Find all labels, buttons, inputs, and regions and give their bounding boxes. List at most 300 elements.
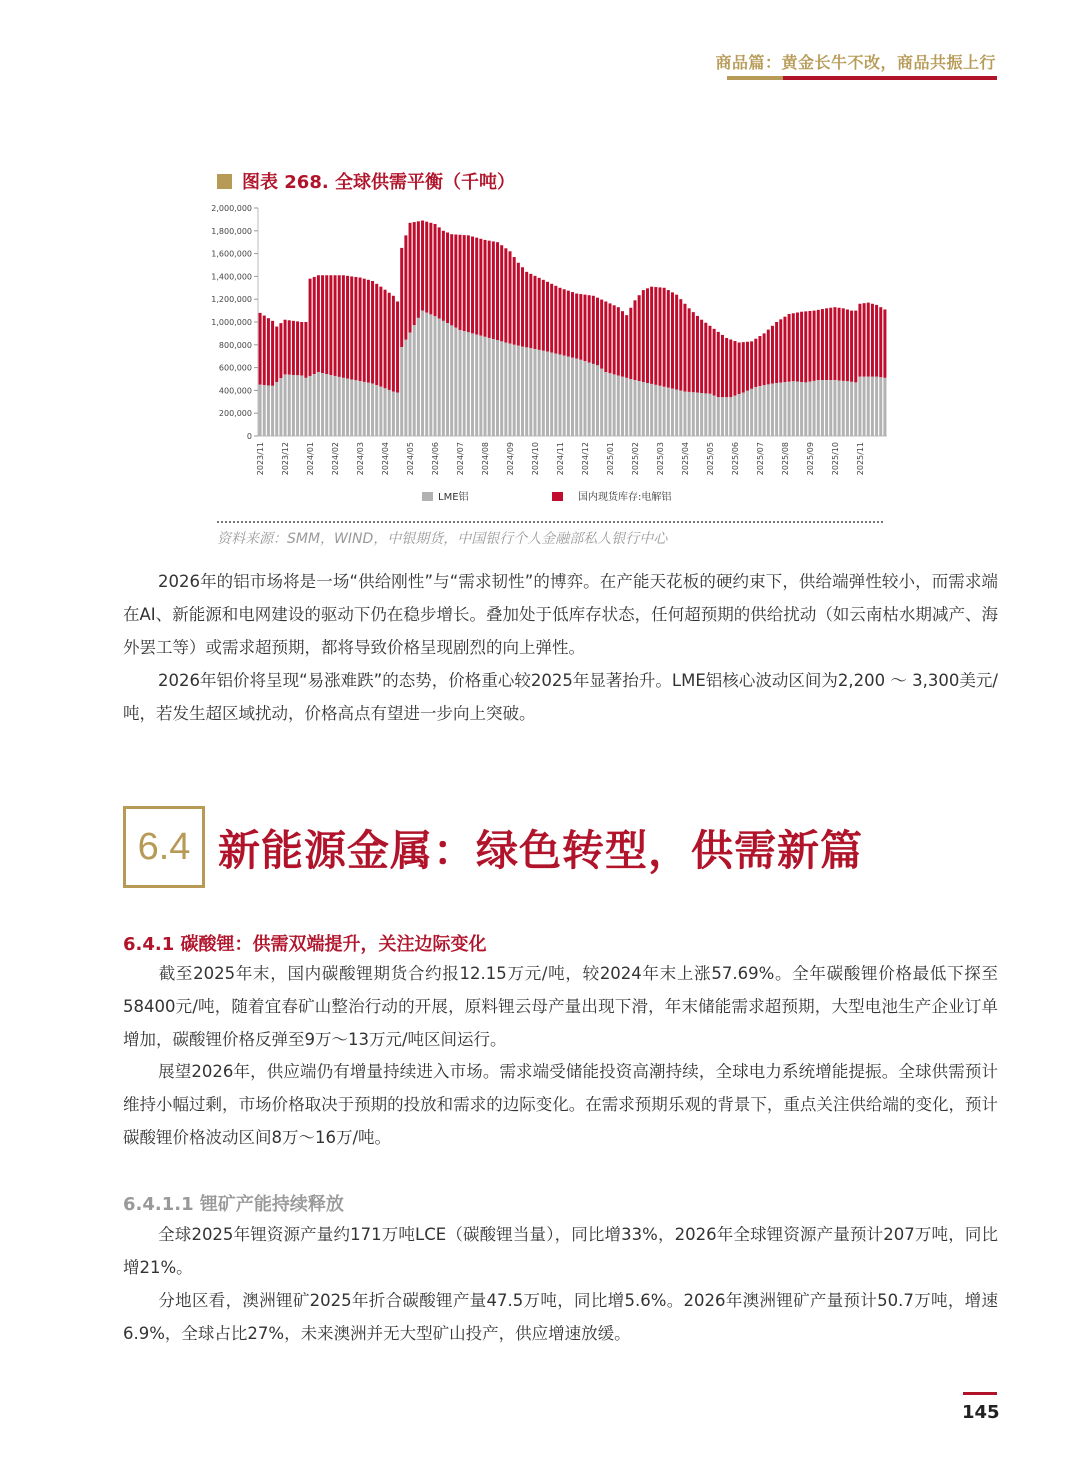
bar-domestic	[600, 300, 603, 369]
bar-domestic	[459, 235, 462, 330]
bar-domestic	[813, 311, 816, 381]
bar-domestic	[392, 296, 395, 392]
y-tick-label: 1,200,000	[211, 295, 252, 305]
bar-lme	[629, 379, 632, 436]
bar-lme	[796, 382, 799, 436]
bar-lme	[317, 372, 320, 436]
bar-lme	[384, 388, 387, 436]
bar-lme	[388, 390, 391, 436]
bar-domestic	[808, 311, 811, 382]
bar-lme	[475, 335, 478, 436]
supply-demand-chart	[200, 196, 900, 516]
bar-lme	[642, 382, 645, 436]
bar-lme	[563, 356, 566, 436]
bar-lme	[488, 338, 491, 436]
bar-domestic	[321, 275, 324, 373]
y-tick-label: 0	[246, 432, 252, 441]
bar-domestic	[613, 305, 616, 374]
bar-domestic	[692, 312, 695, 392]
bar-lme	[542, 351, 545, 436]
bar-domestic	[625, 315, 628, 378]
bar-domestic	[371, 281, 374, 384]
bar-lme	[534, 349, 537, 436]
bar-lme	[604, 372, 607, 436]
x-tick-label: 2025/05	[705, 442, 715, 476]
bar-lme	[825, 380, 828, 436]
bar-domestic	[800, 312, 803, 382]
bar-domestic	[421, 221, 424, 311]
bar-lme	[750, 389, 753, 436]
bar-lme	[588, 363, 591, 436]
bar-domestic	[521, 267, 524, 346]
x-tick-label: 2025/11	[855, 442, 865, 476]
bar-domestic	[471, 237, 474, 334]
bar-lme	[450, 325, 453, 436]
bar-domestic	[500, 245, 503, 341]
bar-lme	[675, 390, 678, 436]
bar-lme	[321, 373, 324, 436]
bar-domestic	[642, 290, 645, 382]
bar-lme	[625, 378, 628, 436]
header-rule-gold	[727, 76, 783, 80]
bar-domestic	[342, 275, 345, 378]
paragraph-text: 截至2025年末，国内碳酸锂期货合约报12.15万元/吨，较2024年末上涨57.69%。全年碳酸锂价格最低下探至58400元/吨，随着宜春矿山整治行动的开展，原料锂云母产量出现下滑，年末储能需求超预期，大型电池生产企业订单增加，碳酸锂价格反弹至9万～13万元/吨区间运行。	[123, 964, 998, 1049]
bar-lme	[467, 332, 470, 436]
bar-domestic	[417, 221, 420, 318]
bar-domestic	[867, 303, 870, 377]
bar-domestic	[742, 342, 745, 393]
bar-domestic	[596, 298, 599, 366]
bar-domestic	[400, 248, 403, 347]
page-number-rule	[963, 1392, 997, 1395]
bar-lme	[696, 393, 699, 436]
figure-title-text: 图表 268. 全球供需平衡（千吨）	[242, 172, 515, 193]
bar-lme	[875, 377, 878, 436]
paragraph-mid-1	[123, 957, 998, 1056]
bar-lme	[292, 375, 295, 436]
bar-domestic	[579, 294, 582, 360]
bar-lme	[833, 380, 836, 436]
bar-domestic	[413, 222, 416, 325]
legend-swatch-lme	[422, 492, 433, 501]
bar-domestic	[646, 288, 649, 383]
bar-domestic	[746, 342, 749, 391]
section-title: 新能源金属：绿色转型，供需新篇	[218, 826, 864, 875]
page-number: 145	[962, 1402, 1000, 1423]
bar-lme	[338, 377, 341, 436]
bar-lme	[800, 382, 803, 436]
bar-lme	[513, 345, 516, 436]
x-tick-label: 2025/07	[755, 442, 765, 476]
bar-lme	[275, 382, 278, 436]
bar-domestic	[404, 235, 407, 339]
bar-lme	[713, 396, 716, 436]
bar-domestic	[717, 332, 720, 397]
bar-domestic	[750, 341, 753, 389]
bar-domestic	[542, 280, 545, 351]
bar-domestic	[496, 242, 499, 340]
bar-lme	[788, 382, 791, 436]
bar-domestic	[288, 320, 291, 374]
bar-domestic	[842, 308, 845, 381]
bar-domestic	[883, 309, 886, 377]
bar-domestic	[554, 286, 557, 354]
bar-lme	[296, 375, 299, 436]
x-tick-label: 2024/08	[481, 442, 491, 476]
x-tick-label: 2024/05	[406, 442, 416, 476]
x-tick-label: 2025/02	[630, 442, 640, 476]
x-tick-label: 2025/10	[830, 442, 840, 476]
bar-domestic	[733, 341, 736, 396]
bar-lme	[350, 379, 353, 436]
paragraph-text: 2026年的铝市场将是一场“供给刚性”与“需求韧性”的博弈。在产能天花板的硬约束下，供给端弹性较小，而需求端在AI、新能源和电网建设的驱动下仍在稳步增长。叠加处于低库存状态，任何超预期的供给扰动（如云南枯水期减产、海外罢工等）或需求超预期，都将导致价格呈现剧烈的向上弹性。	[123, 572, 998, 657]
bar-lme	[325, 374, 328, 436]
bar-lme	[334, 376, 337, 436]
bar-domestic	[454, 235, 457, 328]
bar-lme	[354, 380, 357, 436]
paragraph-text: 分地区看，澳洲锂矿2025年折合碳酸锂产量47.5万吨，同比增5.6%。2026年澳洲锂矿产量预计50.7万吨，增速6.9%，全球占比27%，未来澳洲并无大型矿山投产，供应增速放缓。	[123, 1291, 998, 1343]
bar-lme	[654, 385, 657, 436]
bar-domestic	[259, 313, 262, 385]
bar-domestic	[708, 326, 711, 394]
bar-domestic	[434, 224, 437, 316]
bar-domestic	[575, 294, 578, 359]
bar-domestic	[621, 311, 624, 377]
bar-lme	[758, 386, 761, 436]
bar-domestic	[279, 323, 282, 378]
bar-domestic	[783, 317, 786, 383]
bar-domestic	[275, 327, 278, 382]
bar-lme	[850, 382, 853, 436]
bar-domestic	[771, 326, 774, 384]
bar-lme	[738, 394, 741, 436]
bar-lme	[583, 361, 586, 436]
bar-lme	[863, 377, 866, 436]
y-tick-label: 400,000	[218, 386, 252, 396]
bar-lme	[284, 374, 287, 436]
bar-domestic	[467, 235, 470, 332]
bar-domestic	[359, 278, 362, 382]
bar-lme	[704, 393, 707, 436]
x-tick-label: 2025/08	[780, 442, 790, 476]
bar-lme	[883, 378, 886, 436]
bar-lme	[500, 341, 503, 436]
bar-domestic	[688, 308, 691, 392]
bar-domestic	[696, 316, 699, 393]
bar-lme	[808, 382, 811, 436]
bar-lme	[346, 379, 349, 436]
bar-domestic	[525, 272, 528, 348]
bar-lme	[271, 386, 274, 436]
bar-domestic	[488, 241, 491, 338]
bar-lme	[633, 380, 636, 436]
bar-lme	[813, 381, 816, 436]
bar-domestic	[654, 287, 657, 385]
bar-lme	[683, 392, 686, 436]
bar-domestic	[334, 275, 337, 376]
bar-domestic	[838, 308, 841, 381]
x-tick-label: 2025/01	[605, 442, 615, 476]
bar-lme	[763, 385, 766, 436]
bar-domestic	[758, 336, 761, 386]
bar-lme	[725, 397, 728, 436]
bar-lme	[279, 378, 282, 436]
header-rule-red	[783, 76, 997, 80]
y-tick-label: 200,000	[218, 409, 252, 419]
bar-domestic	[875, 305, 878, 377]
x-tick-label: 2024/03	[356, 442, 366, 476]
legend-label-domestic: 国内现货库存:电解铝	[578, 492, 672, 503]
bar-lme	[429, 314, 432, 436]
bar-domestic	[309, 279, 312, 376]
bar-lme	[821, 380, 824, 436]
bar-lme	[559, 355, 562, 436]
section-number-box	[123, 806, 205, 888]
bar-domestic	[534, 276, 537, 349]
bar-domestic	[509, 251, 512, 343]
bar-domestic	[767, 330, 770, 385]
bar-lme	[400, 347, 403, 436]
bar-domestic	[475, 238, 478, 335]
bar-lme	[479, 336, 482, 436]
bar-lme	[529, 348, 532, 436]
bar-domestic	[629, 308, 632, 379]
bar-lme	[783, 382, 786, 436]
bar-domestic	[667, 290, 670, 388]
bar-domestic	[754, 339, 757, 387]
bar-lme	[617, 376, 620, 436]
bar-domestic	[608, 303, 611, 373]
bar-lme	[459, 330, 462, 436]
paragraph-top-1	[123, 565, 998, 664]
bar-domestic	[821, 309, 824, 380]
bar-lme	[309, 376, 312, 436]
bar-lme	[746, 391, 749, 436]
bar-domestic	[700, 320, 703, 393]
bar-domestic	[559, 288, 562, 355]
x-tick-label: 2024/02	[331, 442, 341, 476]
source-divider	[217, 521, 883, 523]
bar-lme	[442, 321, 445, 436]
bar-lme	[592, 364, 595, 436]
bar-lme	[596, 365, 599, 436]
bar-domestic	[871, 304, 874, 377]
x-tick-label: 2024/12	[580, 442, 590, 476]
bar-lme	[313, 374, 316, 436]
bar-domestic	[425, 222, 428, 313]
bar-lme	[392, 392, 395, 436]
x-tick-label: 2024/04	[381, 442, 391, 476]
y-tick-label: 1,600,000	[211, 249, 252, 259]
y-tick-label: 1,800,000	[211, 226, 252, 236]
bar-domestic	[484, 240, 487, 337]
bar-domestic	[354, 277, 357, 380]
bar-domestic	[429, 223, 432, 315]
bar-lme	[846, 381, 849, 436]
bar-domestic	[263, 316, 266, 386]
bar-lme	[817, 380, 820, 436]
figure-title	[217, 168, 515, 194]
bar-lme	[600, 369, 603, 436]
figure-source: 资料来源：SMM，WIND，中银期货，中国银行个人金融部私人银行中心	[217, 531, 668, 547]
bar-domestic	[550, 284, 553, 353]
bar-domestic	[829, 308, 832, 380]
paragraph-bottom-2	[123, 1284, 998, 1350]
bar-lme	[438, 319, 441, 436]
bar-domestic	[775, 322, 778, 383]
y-tick-label: 2,000,000	[211, 204, 252, 213]
bar-lme	[608, 373, 611, 436]
bar-lme	[409, 332, 412, 436]
bar-lme	[867, 377, 870, 436]
bar-lme	[454, 328, 457, 436]
bar-domestic	[671, 292, 674, 388]
bar-lme	[554, 354, 557, 436]
bar-lme	[417, 318, 420, 436]
bar-lme	[838, 381, 841, 436]
x-tick-label: 2025/04	[680, 442, 690, 476]
legend-label-lme: LME铝	[438, 492, 469, 503]
paragraph-text: 全球2025年锂资源产量约171万吨LCE（碳酸锂当量），同比增33%，2026年全球锂资源产量预计207万吨，同比增21%。	[123, 1225, 998, 1277]
bar-domestic	[725, 338, 728, 397]
bar-domestic	[679, 299, 682, 390]
bar-domestic	[738, 343, 741, 395]
bar-domestic	[546, 282, 549, 352]
bar-domestic	[788, 314, 791, 382]
bar-domestic	[825, 308, 828, 380]
bar-domestic	[804, 311, 807, 382]
bar-lme	[842, 381, 845, 436]
bar-lme	[371, 384, 374, 436]
bar-domestic	[446, 233, 449, 324]
x-tick-label: 2024/10	[531, 442, 541, 476]
bar-lme	[571, 358, 574, 436]
header-title: 商品篇：黄金长牛不改，商品共振上行	[715, 53, 996, 72]
bar-domestic	[267, 318, 270, 385]
bar-domestic	[567, 291, 570, 357]
bar-domestic	[300, 322, 303, 376]
bar-domestic	[396, 301, 399, 392]
bar-lme	[775, 383, 778, 436]
bar-domestic	[329, 275, 332, 375]
x-tick-label: 2025/09	[805, 442, 815, 476]
x-tick-label: 2024/06	[431, 442, 441, 476]
bar-lme	[646, 383, 649, 436]
bar-lme	[871, 377, 874, 436]
bar-domestic	[663, 288, 666, 387]
bar-lme	[854, 382, 857, 436]
bar-lme	[671, 389, 674, 436]
x-tick-label: 2023/11	[256, 442, 266, 476]
bar-lme	[521, 347, 524, 436]
x-tick-label: 2024/01	[306, 442, 316, 476]
bar-lme	[304, 378, 307, 436]
bar-lme	[658, 386, 661, 436]
bar-domestic	[850, 311, 853, 382]
bar-domestic	[492, 241, 495, 339]
bar-domestic	[409, 223, 412, 333]
bar-lme	[779, 383, 782, 436]
x-tick-label: 2024/07	[456, 442, 466, 476]
bar-lme	[708, 394, 711, 436]
bar-lme	[771, 384, 774, 436]
bar-domestic	[504, 248, 507, 342]
bar-lme	[567, 357, 570, 436]
bar-domestic	[379, 287, 382, 387]
bar-domestic	[713, 329, 716, 396]
bar-lme	[579, 360, 582, 436]
bar-lme	[434, 316, 437, 436]
bar-domestic	[858, 304, 861, 377]
bar-lme	[700, 393, 703, 436]
bar-domestic	[517, 263, 520, 346]
y-tick-label: 1,000,000	[211, 318, 252, 327]
bar-domestic	[879, 307, 882, 377]
bar-lme	[413, 325, 416, 436]
bar-lme	[879, 377, 882, 436]
bar-domestic	[650, 287, 653, 384]
bar-domestic	[375, 284, 378, 385]
bar-domestic	[779, 319, 782, 382]
bar-domestic	[325, 275, 328, 374]
bar-lme	[517, 346, 520, 436]
bar-domestic	[438, 227, 441, 318]
bar-lme	[396, 393, 399, 436]
bar-domestic	[479, 239, 482, 336]
bar-lme	[509, 344, 512, 436]
paragraph-mid-2	[123, 1055, 998, 1154]
bar-lme	[421, 311, 424, 436]
bar-domestic	[284, 320, 287, 375]
bar-lme	[496, 340, 499, 436]
bar-domestic	[617, 307, 620, 375]
figure-marker	[217, 174, 232, 189]
bar-lme	[679, 391, 682, 436]
x-tick-label: 2024/09	[506, 442, 516, 476]
bar-domestic	[817, 310, 820, 380]
y-tick-label: 1,400,000	[211, 272, 252, 282]
bar-domestic	[304, 322, 307, 378]
bar-lme	[650, 384, 653, 436]
bar-lme	[484, 337, 487, 436]
bar-lme	[621, 377, 624, 436]
bar-lme	[375, 385, 378, 436]
bar-domestic	[729, 339, 732, 397]
bar-domestic	[675, 295, 678, 390]
section-number: 6.4	[137, 825, 191, 868]
bar-domestic	[588, 295, 591, 362]
y-tick-label: 600,000	[218, 363, 252, 373]
paragraph-text: 2026年铝价将呈现“易涨难跌”的态势，价格重心较2025年显著抬升。LME铝核心波动区间为2,200 ～ 3,300美元/吨，若发生超区域扰动，价格高点有望进一步向上突破。	[123, 671, 998, 723]
bar-lme	[359, 381, 362, 436]
bar-lme	[792, 381, 795, 436]
bar-lme	[688, 392, 691, 436]
bar-lme	[300, 376, 303, 436]
bar-domestic	[704, 323, 707, 394]
bar-domestic	[538, 278, 541, 350]
subsection-title: 6.4.1 碳酸锂：供需双端提升，关注边际变化	[123, 934, 487, 955]
bar-lme	[538, 350, 541, 436]
bar-domestic	[271, 321, 274, 386]
y-tick-label: 800,000	[218, 340, 252, 350]
bar-domestic	[721, 335, 724, 397]
bar-lme	[717, 397, 720, 436]
bar-domestic	[833, 307, 836, 380]
bar-domestic	[363, 279, 366, 382]
bar-domestic	[292, 321, 295, 375]
bar-lme	[858, 377, 861, 436]
bar-lme	[263, 385, 266, 436]
